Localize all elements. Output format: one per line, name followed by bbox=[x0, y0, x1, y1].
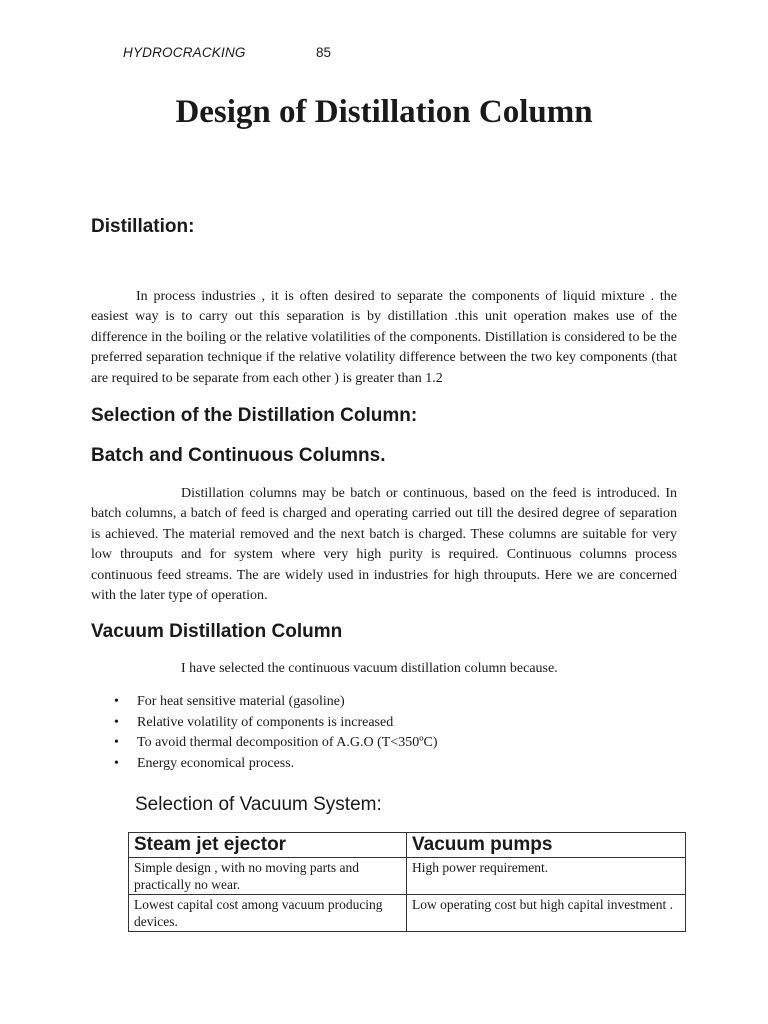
paragraph-batch-text: Distillation columns may be batch or continuous, based on the feed is introduced. In batch columns, a batch of feed is charged and operating carried out till the desired degree of separation is achieved. The material removed and the next batch is charged. These columns are suitable for very low throuputs and for system where very high purity is required. Continuous columns process continuous feed streams. The are widely used in industries for high throuputs. Here we are concerned with the later type of operation. bbox=[91, 486, 677, 604]
list-item: • Energy economical process. bbox=[91, 754, 438, 775]
section-heading-vacuum-column: Vacuum Distillation Column bbox=[91, 621, 343, 642]
list-item: • Relative volatility of components is increased bbox=[91, 713, 438, 734]
section-heading-batch: Batch and Continuous Columns. bbox=[91, 445, 386, 466]
section-heading-vacuum-system: Selection of Vacuum System: bbox=[135, 794, 382, 815]
list-item: • To avoid thermal decomposition of A.G.O (T<350ºC) bbox=[91, 733, 438, 754]
running-header bbox=[123, 45, 332, 60]
page-title: Design of Distillation Column bbox=[175, 94, 593, 130]
paragraph-distillation-text: In process industries , it is often desired to separate the components of liquid mixture . the easiest way is to carry out this separation is by distillation .this unit operation makes use of the difference in the boiling or the relative volatilities of the components. Distillation is considered to be the preferred separation technique if the relative volatility difference between the two key components (that are required to be separate from each other ) is greater than 1.2 bbox=[91, 289, 677, 386]
bullet-icon: • bbox=[114, 755, 119, 771]
page-number: 85 bbox=[316, 45, 332, 60]
table-header-row bbox=[129, 833, 686, 858]
bullet-list bbox=[91, 692, 438, 774]
paragraph-batch bbox=[91, 484, 677, 606]
bullet-icon: • bbox=[114, 735, 119, 750]
table-cell: Low operating cost but high capital investment . bbox=[407, 895, 686, 932]
table-cell: High power requirement. bbox=[407, 858, 686, 895]
table-row bbox=[129, 858, 686, 895]
section-heading-selection: Selection of the Distillation Column: bbox=[91, 405, 418, 426]
list-item: • For heat sensitive material (gasoline) bbox=[91, 692, 438, 713]
paragraph-vacuum-intro bbox=[91, 659, 677, 679]
section-heading-distillation: Distillation: bbox=[91, 216, 195, 237]
table-row bbox=[129, 895, 686, 932]
table-header-steam-jet-ejector: Steam jet ejector bbox=[129, 833, 407, 858]
bullet-icon: • bbox=[114, 714, 119, 730]
table-cell: Simple design , with no moving parts and practically no wear. bbox=[129, 858, 407, 895]
vacuum-system-table bbox=[128, 832, 686, 932]
table-header-vacuum-pumps: Vacuum pumps bbox=[407, 833, 686, 858]
table-cell: Lowest capital cost among vacuum producing devices. bbox=[129, 895, 407, 932]
running-title: HYDROCRACKING bbox=[123, 45, 246, 60]
paragraph-vacuum-intro-text: I have selected the continuous vacuum distillation column because. bbox=[181, 661, 558, 676]
bullet-icon: • bbox=[114, 694, 119, 709]
paragraph-distillation bbox=[91, 287, 677, 389]
